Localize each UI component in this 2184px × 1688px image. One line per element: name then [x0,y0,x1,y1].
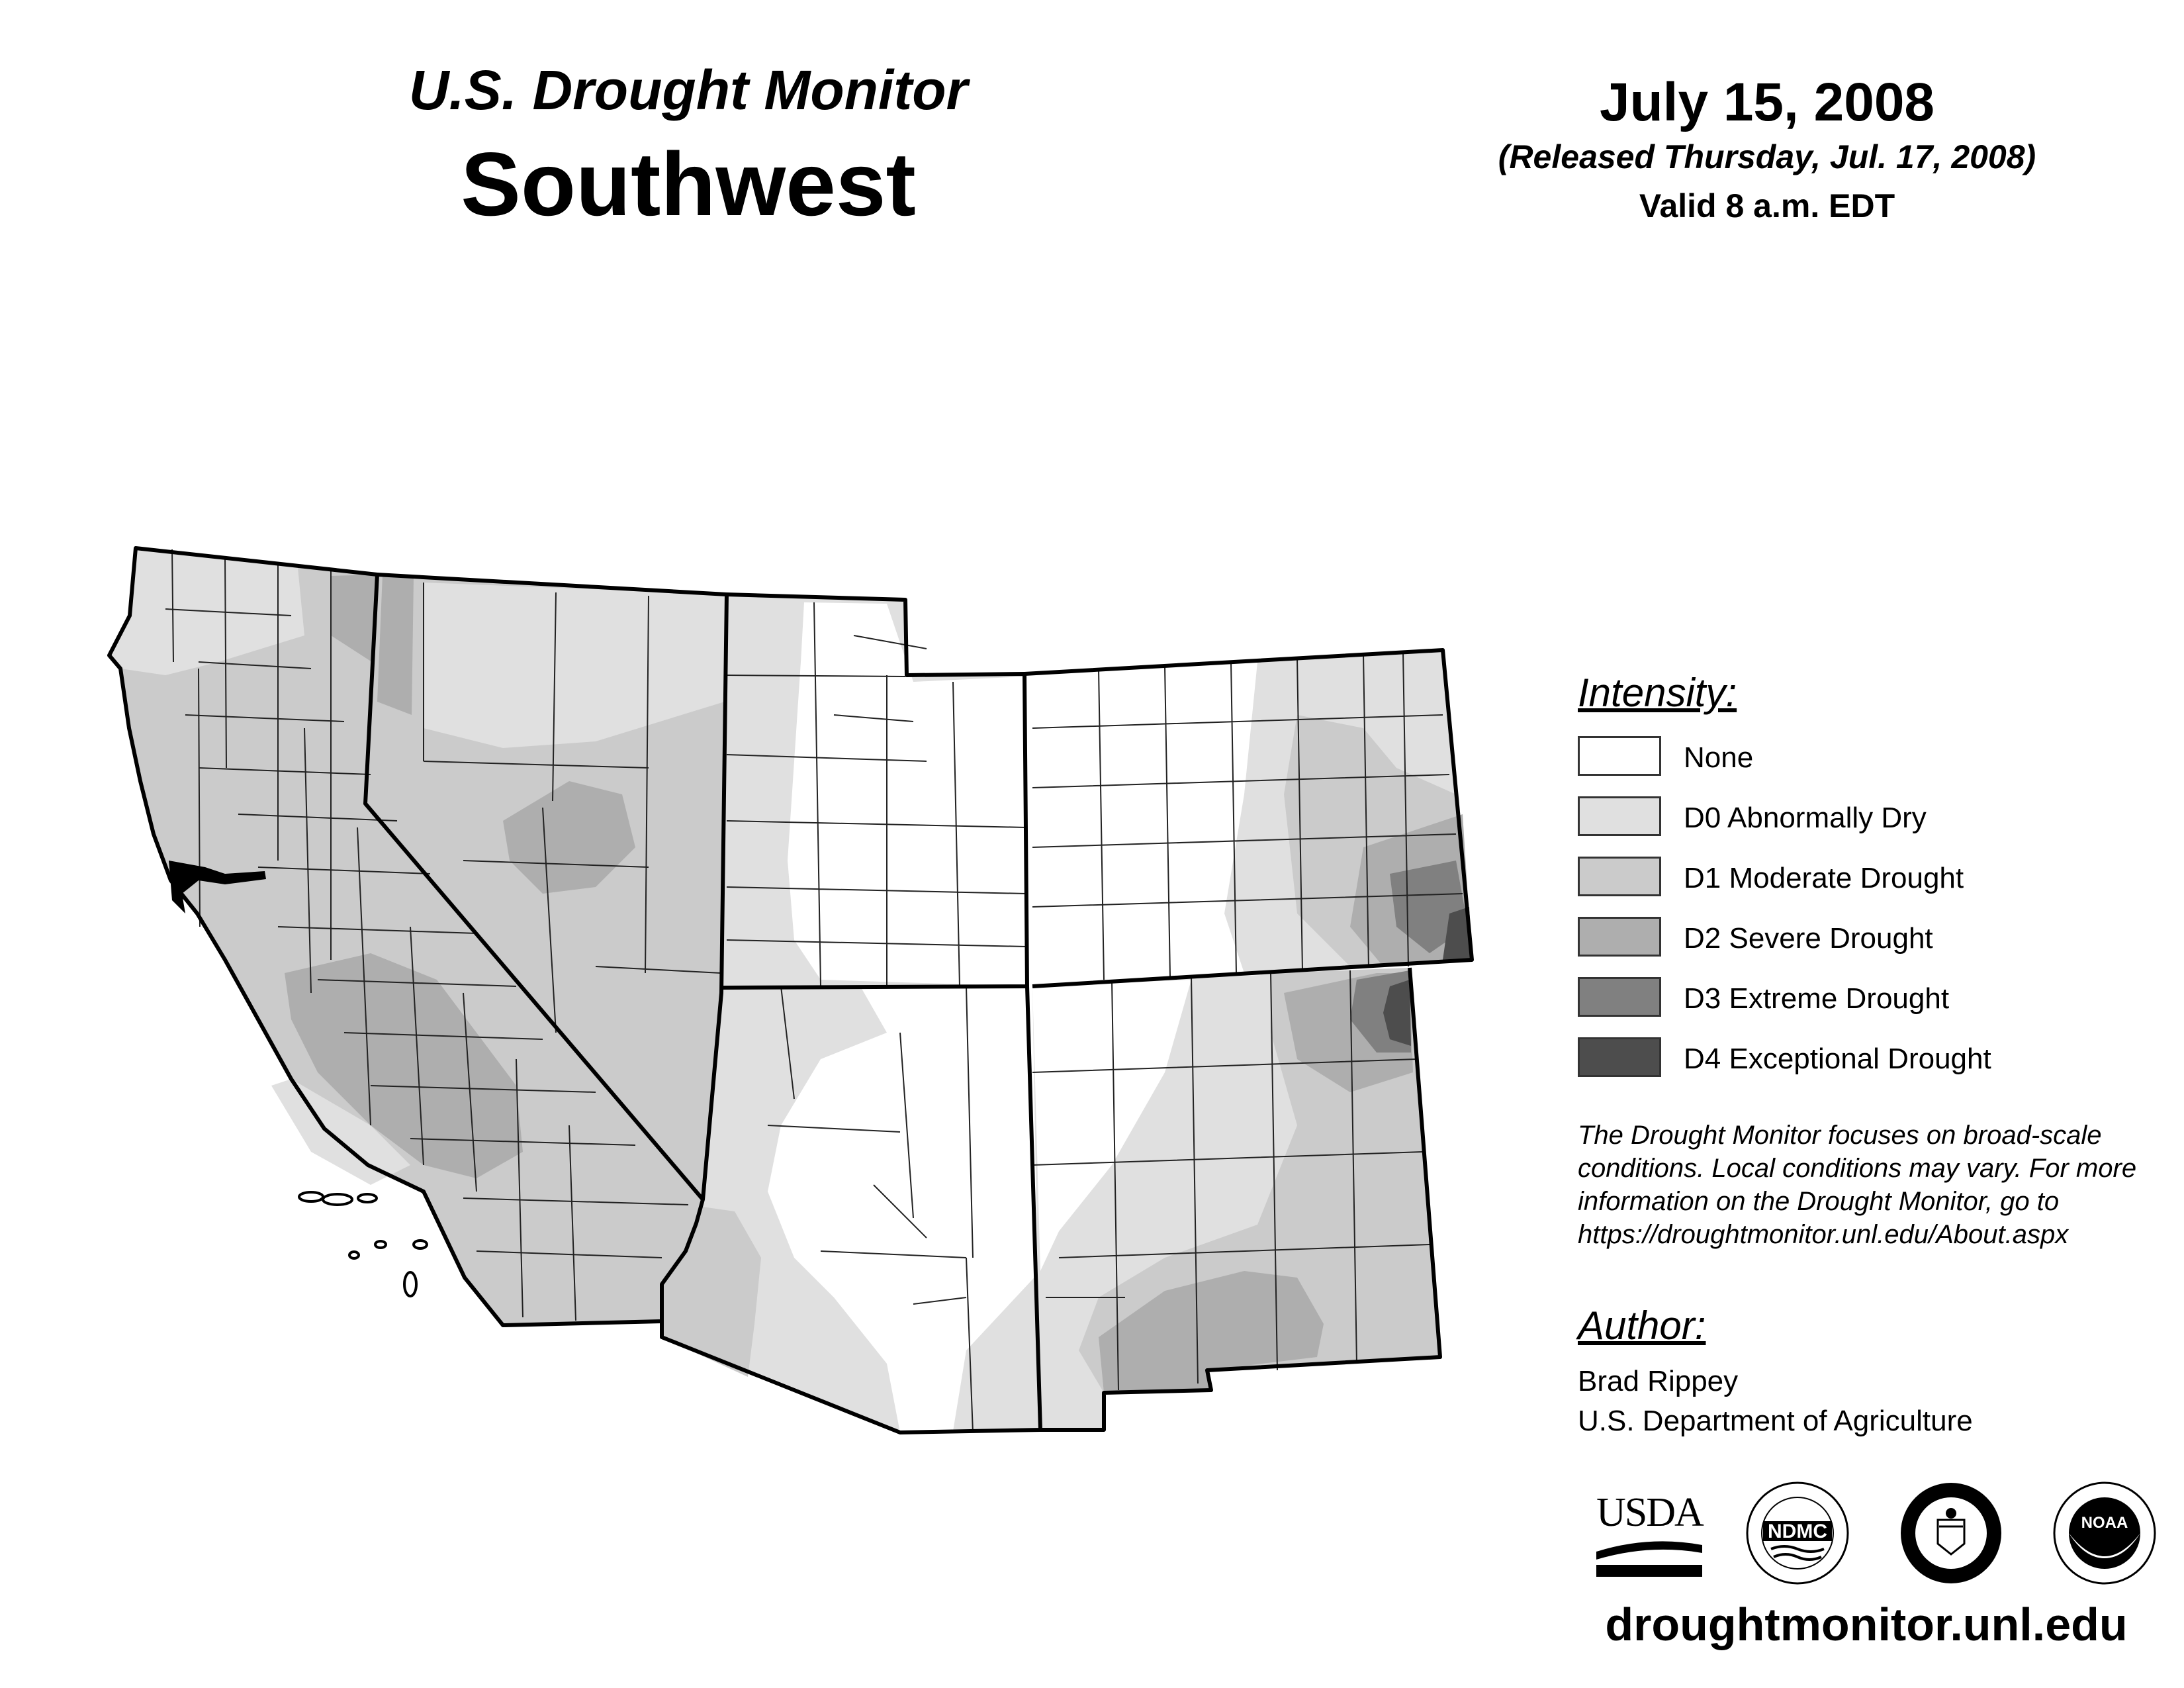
nevada-d2-west [377,575,414,715]
map-date: July 15, 2008 [1599,72,1935,132]
disclaimer-note: The Drought Monitor focuses on broad-scale conditions. Local conditions may vary. For more information on the Drought Monitor, go to https://droughtmonitor.unl.edu/About.aspx [1578,1121,2137,1249]
release-date: (Released Thursday, Jul. 17, 2008) [1498,138,2036,175]
author-title: Author: [1578,1303,1706,1348]
legend-label: D1 Moderate Drought [1684,862,1964,894]
drought-shading [109,548,1472,1432]
channel-islands [299,1192,427,1296]
ndmc-logo-icon [1745,1480,1850,1586]
monitor-subtitle: U.S. Drought Monitor [408,59,968,121]
legend-title: Intensity: [1578,671,1737,715]
legend-label: None [1684,741,1754,774]
author-organization: U.S. Department of Agriculture [1578,1405,1973,1437]
legend-swatch-d3 [1578,977,1661,1017]
legend-swatch-none [1578,736,1661,776]
region-title: Southwest [461,134,916,234]
legend-label: D2 Severe Drought [1684,922,1933,955]
noaa-logo-text: NOAA [2081,1514,2128,1532]
legend-swatch-d2 [1578,917,1661,957]
commerce-seal-icon [1898,1480,2004,1586]
usda-logo-text: USDA [1596,1490,1703,1535]
legend-label: D4 Exceptional Drought [1684,1043,1991,1075]
author-name: Brad Rippey [1578,1365,1739,1397]
ndmc-logo-text: NDMC [1768,1521,1827,1542]
website-url[interactable]: droughtmonitor.unl.edu [1605,1599,2128,1650]
legend-swatch-d4 [1578,1037,1661,1077]
noaa-logo-icon [2052,1480,2158,1586]
legend-swatch-d0 [1578,796,1661,836]
usda-logo-icon [1596,1538,1702,1578]
legend-swatch-d1 [1578,857,1661,896]
legend-label: D0 Abnormally Dry [1684,802,1927,834]
legend-label: D3 Extreme Drought [1684,982,1950,1015]
valid-time: Valid 8 a.m. EDT [1639,187,1895,224]
